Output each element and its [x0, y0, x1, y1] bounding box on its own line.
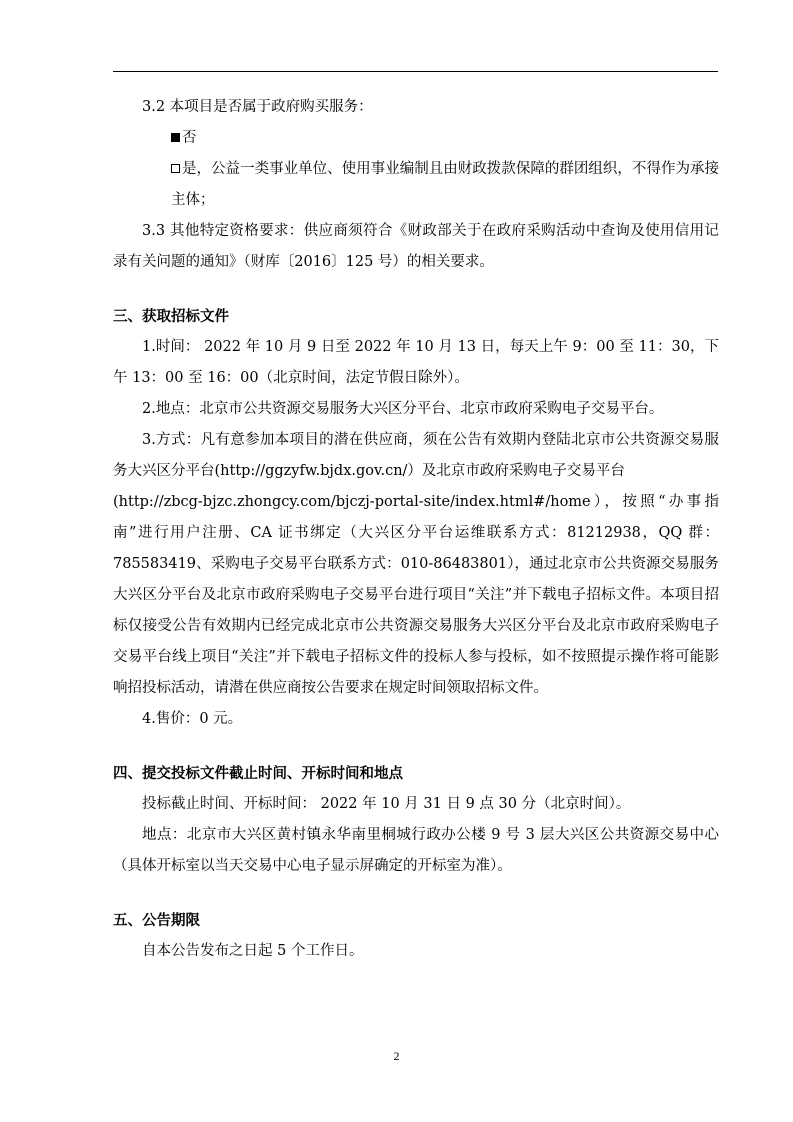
option-no-label: 否	[182, 130, 197, 146]
option-no	[113, 123, 719, 154]
section4-p1: 投标截止时间、开标时间： 2022 年 10 月 31 日 9 点 30 分（北京时间）。	[142, 796, 631, 812]
section5-p1: 自本公告发布之日起 5 个工作日。	[142, 943, 364, 959]
section4-p2: 地点：北京市大兴区黄村镇永华南里桐城行政办公楼 9 号 3 层大兴区公共资源交易中心（具体开标室以当天交易中心电子显示屏确定的开标室为准）。	[113, 827, 719, 874]
section4-heading: 四、提交投标文件截止时间、开标时间和地点	[113, 765, 403, 782]
section3-p4: 4.售价：0 元。	[142, 711, 243, 727]
document-body	[113, 92, 719, 967]
section3-p1: 1.时间： 2022 年 10 月 9 日至 2022 年 10 月 13 日，每天上午 9：00 至 11：30，下午 13：00 至 16：00（北京时间，法定节假日除外）。	[113, 339, 719, 386]
empty-checkbox-icon	[171, 164, 180, 173]
s33-text: 3.3 其他特定资格要求：供应商须符合《财政部关于在政府采购活动中查询及使用信用记录有关问题的通知》（财库〔2016〕125 号）的相关要求。	[113, 223, 719, 270]
s32-title: 3.2 本项目是否属于政府购买服务：	[142, 99, 373, 115]
section3-p3a: 3.方式：凡有意参加本项目的潜在供应商，须在公告有效期内登陆北京市公共资源交易服务大兴区分平台(http://ggzyfw.bjdx.gov.cn/）及北京市政府采购电子交易平台	[113, 432, 719, 479]
header-rule	[113, 71, 718, 72]
section3-p3b: (http://zbcg-bjzc.zhongcy.com/bjczj-portal-site/index.html#/home），按照“办事指南”进行用户注册、CA 证书绑定（大兴区分平台运维联系方式：81212938，QQ 群：785583419、采购电子交易平台联系方式：010-86483801），通过北京市公共资源交易服务大兴区分平台及北京市政府采购电子交易平台进行项目“关注”并下载电子招标文件。本项目招标仅接受公告有效期内已经完成北京市公共资源交易服务大兴区分平台及北京市政府采购电子交易平台线上项目“关注”并下载电子招标文件的投标人参与投标，如不按照提示操作将可能影响招投标活动，请潜在供应商按公告要求在规定时间领取招标文件。	[113, 494, 719, 696]
page-number: 2	[393, 1049, 400, 1063]
option-yes	[113, 154, 719, 216]
section3-heading: 三、获取招标文件	[113, 308, 229, 325]
section5-heading: 五、公告期限	[113, 912, 200, 929]
section3-p2: 2.地点：北京市公共资源交易服务大兴区分平台、北京市政府采购电子交易平台。	[142, 401, 664, 417]
option-yes-label: 是，公益一类事业单位、使用事业编制且由财政拨款保障的群团组织，不得作为承接主体；	[171, 161, 719, 208]
filled-checkbox-icon	[171, 133, 180, 142]
